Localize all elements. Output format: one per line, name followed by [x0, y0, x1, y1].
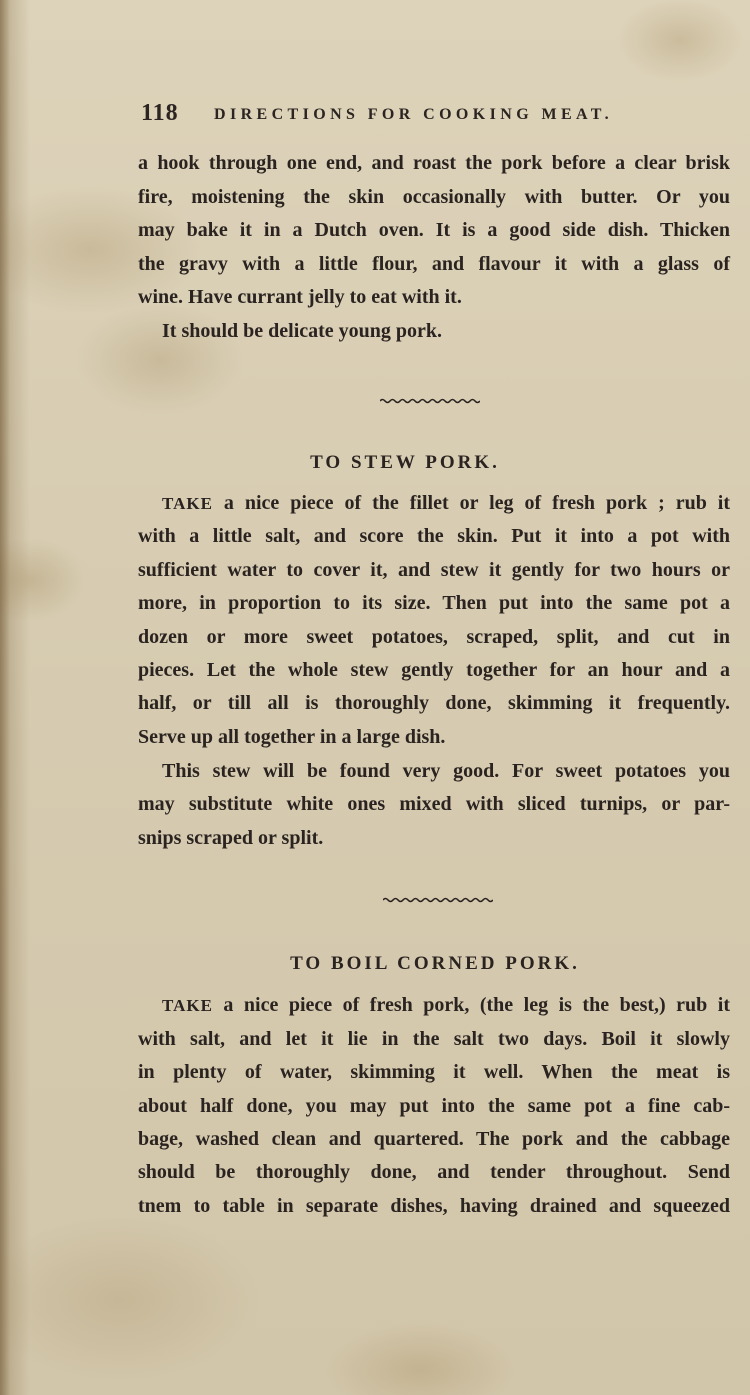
- line-rest: a nice piece of the fillet or leg of fresh pork ; rub it: [223, 492, 731, 514]
- page-header: [141, 100, 741, 130]
- text-line: pieces. Let the whole stew gently together for an hour and a: [138, 659, 730, 681]
- section-heading-boil: TO BOIL CORNED PORK.: [290, 953, 580, 974]
- section-divider: [383, 897, 493, 903]
- text-line: with salt, and let it lie in the salt two days. Boil it slowly: [138, 1028, 730, 1050]
- text-line: with a little salt, and score the skin. Put it into a pot with: [138, 525, 730, 547]
- text-line: Serve up all together in a large dish.: [138, 726, 446, 748]
- text-line: in plenty of water, skimming it well. When the meat is: [138, 1061, 730, 1083]
- note-line: It should be delicate young pork.: [162, 320, 443, 342]
- text-line: This stew will be found very good. For sweet potatoes you: [162, 760, 730, 782]
- text-line: the gravy with a little flour, and flavour it with a glass of: [138, 253, 730, 275]
- text-line: should be thoroughly done, and tender throughout. Send: [138, 1161, 730, 1183]
- text-line: sufficient water to cover it, and stew it gently for two hours or: [138, 559, 730, 581]
- text-line: may substitute white ones mixed with sliced turnips, or par-: [138, 793, 730, 815]
- text-line: fire, moistening the skin occasionally with butter. Or you: [138, 186, 730, 208]
- drop-word: TAKE: [162, 996, 213, 1015]
- drop-word: TAKE: [162, 494, 213, 513]
- text-line: [162, 992, 730, 1018]
- text-line: may bake it in a Dutch oven. It is a good side dish. Thicken: [138, 219, 730, 241]
- text-line: half, or till all is thoroughly done, skimming it frequently.: [138, 692, 730, 714]
- text-line: a hook through one end, and roast the pork before a clear brisk: [138, 152, 730, 174]
- text-line: dozen or more sweet potatoes, scraped, split, and cut in: [138, 626, 730, 648]
- text-line: wine. Have currant jelly to eat with it.: [138, 286, 462, 308]
- section-divider: [380, 398, 480, 404]
- text-line: tnem to table in separate dishes, having drained and squeezed: [138, 1195, 730, 1217]
- text-line: more, in proportion to its size. Then put into the same pot a: [138, 592, 730, 614]
- section-heading-stew: TO STEW PORK.: [310, 452, 500, 473]
- page-edge-shadow: [0, 0, 10, 1395]
- running-title: DIRECTIONS FOR COOKING MEAT.: [214, 106, 614, 123]
- page-number: 118: [141, 100, 179, 126]
- text-line: bage, washed clean and quartered. The pork and the cabbage: [138, 1128, 730, 1150]
- text-line: [162, 490, 730, 516]
- text-line: snips scraped or split.: [138, 827, 324, 849]
- line-rest: a nice piece of fresh pork, (the leg is the best,) rub it: [223, 994, 731, 1016]
- text-line: about half done, you may put into the same pot a fine cab-: [138, 1095, 730, 1117]
